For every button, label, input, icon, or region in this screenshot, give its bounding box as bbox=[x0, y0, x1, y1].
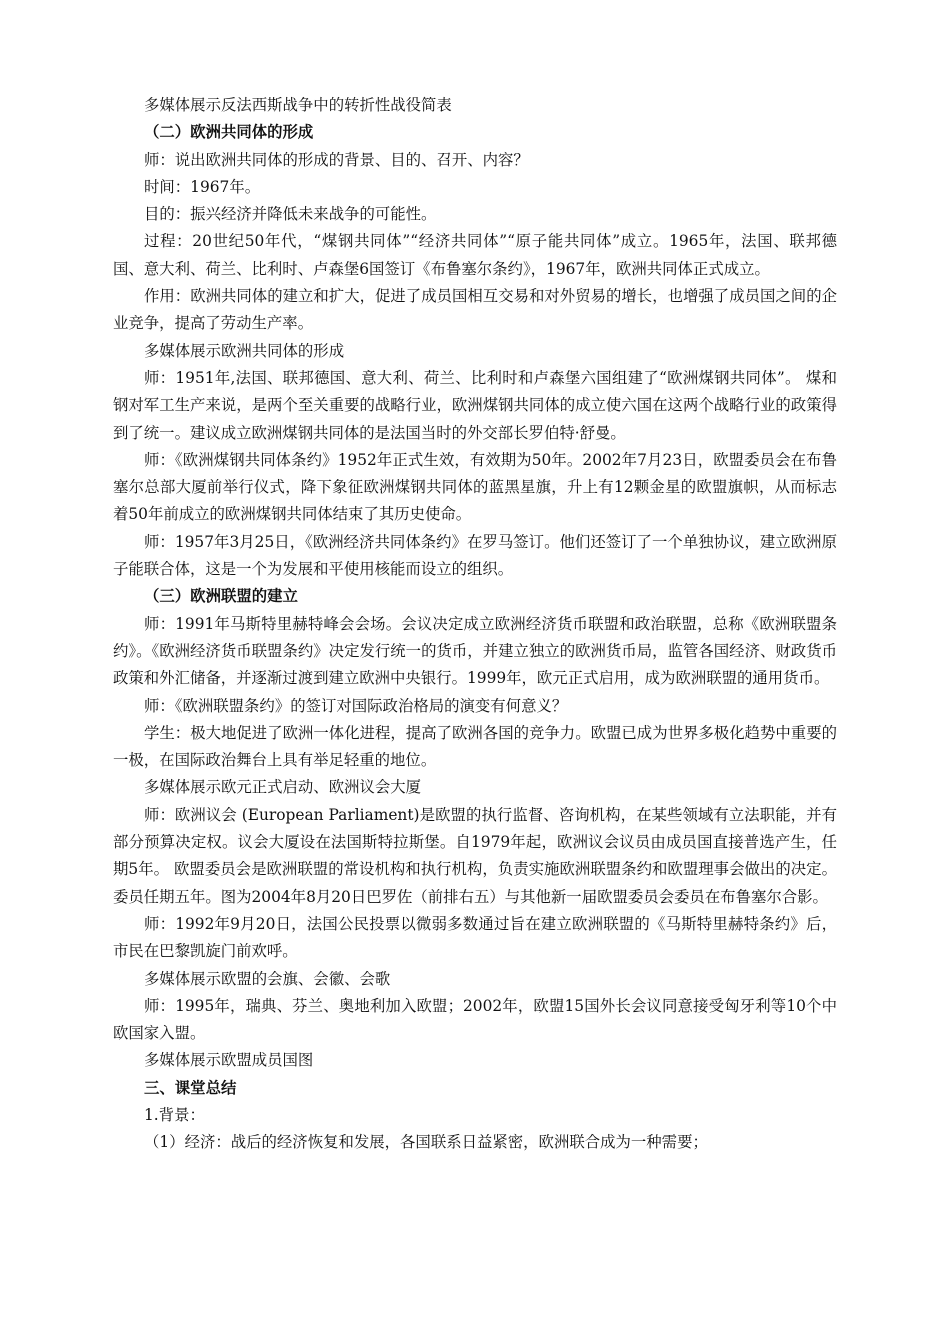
paragraph: 师：《欧洲煤钢共同体条约》1952年正式生效，有效期为50年。2002年7月23日，欧盟委员会在布鲁塞尔总部大厦前举行仪式，降下象征欧洲煤钢共同体的蓝黑星旗，升上有12颗金星的欧盟旗帜，从而标志着50年前成立的欧洲煤钢共同体结束了其历史使命。 bbox=[113, 450, 837, 524]
paragraph: 多媒体展示欧盟成员国图 bbox=[144, 1051, 314, 1070]
paragraph: 1.背景： bbox=[144, 1105, 205, 1124]
paragraph: 多媒体展示欧洲共同体的形成 bbox=[144, 341, 345, 360]
paragraph: 过程：20世纪50年代，“煤钢共同体”“经济共同体”“原子能共同体”成立。1965年，法国、联邦德国、意大利、荷兰、比利时、卢森堡6国签订《布鲁塞尔条约》，1967年，欧洲共同体正式成立。 bbox=[113, 232, 837, 278]
paragraph: 师：1957年3月25日，《欧洲经济共同体条约》在罗马签订。他们还签订了一个单独协议，建立欧洲原子能联合体，这是一个为发展和平使用核能而设立的组织。 bbox=[113, 532, 837, 579]
paragraph: 师：欧洲议会 (European Parliament)是欧盟的执行监督、咨询机构，在某些领域有立法职能，并有部分预算决定权。议会大厦设在法国斯特拉斯堡。自1979年起，欧洲议会议员由成员国直接普选产生，任期5年。 欧盟委员会是欧洲联盟的常设机构和执行机构，负责实施欧洲联盟条约和欧盟理事会做出的决定。委员任期五年。图为2004年8月20日巴罗佐（前排右五）与其他新一届欧盟委员会委员在布鲁塞尔合影。 bbox=[113, 805, 837, 906]
paragraph: 作用：欧洲共同体的建立和扩大，促进了成员国相互交易和对外贸易的增长，也增强了成员国之间的企业竞争，提高了劳动生产率。 bbox=[113, 287, 837, 333]
paragraph: 师：1995年，瑞典、芬兰、奥地利加入欧盟；2002年，欧盟15国外长会议同意接受匈牙利等10个中欧国家入盟。 bbox=[113, 996, 837, 1043]
paragraph: 目的：振兴经济并降低未来战争的可能性。 bbox=[144, 205, 437, 224]
paragraph: 师：1991年马斯特里赫特峰会会场。会议决定成立欧洲经济货币联盟和政治联盟，总称《欧洲联盟条约》。《欧洲经济货币联盟条约》决定发行统一的货币，并建立独立的欧洲货币局，监管各国经济、财政货币政策和外汇储备，并逐渐过渡到建立欧洲中央银行。1999年，欧元正式启用，成为欧洲联盟的通用货币。 bbox=[113, 614, 837, 688]
paragraph: 学生：极大地促进了欧洲一体化进程，提高了欧洲各国的竞争力。欧盟已成为世界多极化趋势中重要的一极，在国际政治舞台上具有举足轻重的地位。 bbox=[113, 723, 837, 770]
paragraph: 时间：1967年。 bbox=[144, 177, 261, 196]
paragraph: 多媒体展示欧盟的会旗、会徽、会歌 bbox=[144, 969, 391, 988]
document-body bbox=[113, 92, 837, 1157]
paragraph: 多媒体展示欧元正式启动、欧洲议会大厦 bbox=[144, 778, 422, 797]
section-heading: （二）欧洲共同体的形成 bbox=[144, 123, 314, 142]
paragraph: 师：1951年,法国、联邦德国、意大利、荷兰、比利时和卢森堡六国组建了“欧洲煤钢共同体”。 煤和钢对军工生产来说，是两个至关重要的战略行业，欧洲煤钢共同体的成立使六国在这两个战略行业的政策得到了统一。建议成立欧洲煤钢共同体的是法国当时的外交部长罗伯特·舒曼。 bbox=[113, 368, 837, 442]
paragraph: （1）经济：战后的经济恢复和发展，各国联系日益紧密，欧洲联合成为一种需要； bbox=[144, 1133, 708, 1152]
section-heading: 三、课堂总结 bbox=[144, 1078, 237, 1097]
paragraph: 师：1992年9月20日，法国公民投票以微弱多数通过旨在建立欧洲联盟的《马斯特里赫特条约》后，市民在巴黎凯旋门前欢呼。 bbox=[113, 914, 837, 961]
paragraph: 师：《欧洲联盟条约》的签订对国际政治格局的演变有何意义？ bbox=[144, 696, 568, 715]
section-heading: （三）欧洲联盟的建立 bbox=[144, 587, 298, 606]
paragraph: 师：说出欧洲共同体的形成的背景、目的、召开、内容？ bbox=[144, 150, 529, 169]
paragraph: 多媒体展示反法西斯战争中的转折性战役简表 bbox=[144, 96, 452, 114]
